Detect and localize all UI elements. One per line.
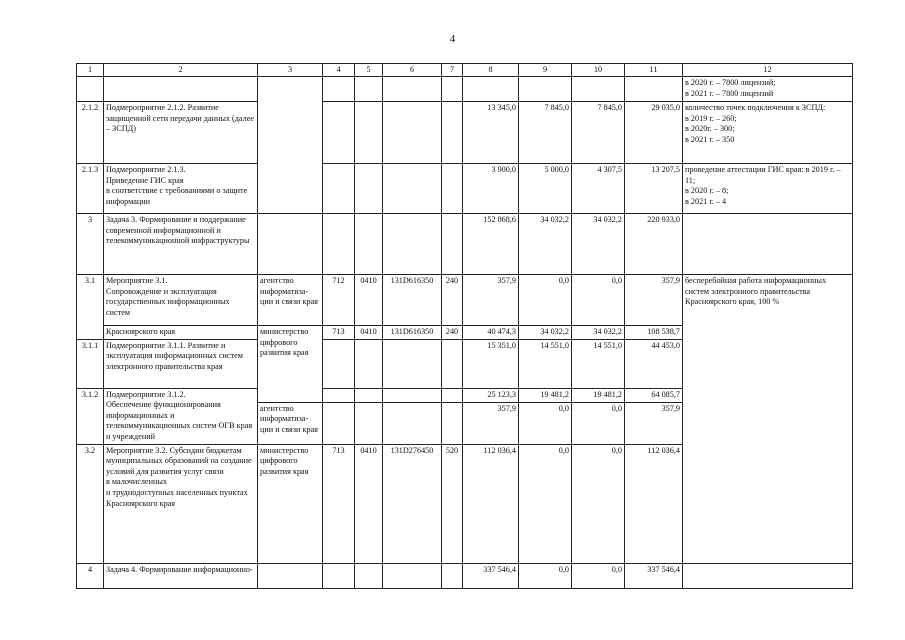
result-cell: бесперебойная работа информационных систем электронного правительства Красноярского края, 100 % (683, 275, 853, 564)
page-number: 4 (449, 33, 456, 45)
column-number-row (77, 64, 853, 77)
amount-2021: 34 032,2 (572, 214, 625, 275)
executor-cell: агентство информатиза-ции и связи края (258, 402, 323, 444)
target-code: 131D616350 (383, 275, 442, 326)
activity-name: Мероприятие 3.2. Субсидии бюджетам муниципальных образований на создание условий для развития услуг связи в малочисленных и труднодоступных населенных пунктах Красноярского края (104, 444, 258, 564)
amount-2019: 337 546,4 (463, 564, 519, 589)
task-name: Задача 4. Формирование информационно- (104, 564, 258, 589)
column-number: 1 (77, 64, 104, 77)
activity-name: Подмероприятие 2.1.2. Развитие защищенной сети передачи данных (далее – ЗСПД) (104, 102, 258, 164)
row-number: 2.1.3 (77, 164, 104, 214)
activity-name: Подмероприятие 2.1.3. Приведение ГИС края в соответствие с требованиями о защите информации (104, 164, 258, 214)
target-code: 131D616350 (383, 326, 442, 340)
amount-2020: 0,0 (519, 564, 572, 589)
table-row (77, 102, 853, 164)
section-code: 0410 (355, 326, 383, 340)
amount-2020: 34 032,2 (519, 326, 572, 340)
result-cell: проведение аттестации ГИС края: в 2019 г. – 11; в 2020 г. – 8; в 2021 г. – 4 (683, 164, 853, 214)
amount-total: 220 933,0 (625, 214, 683, 275)
column-number: 5 (355, 64, 383, 77)
column-number: 8 (463, 64, 519, 77)
result-cell: в 2020 г. – 7800 лицензий; в 2021 г. – 7800 лицензий (683, 77, 853, 102)
amount-2019: 25 123,3 (463, 388, 519, 402)
section-code: 0410 (355, 275, 383, 326)
amount-2019: 357,9 (463, 402, 519, 444)
executor-cell: министерство цифрового развития края (258, 444, 323, 564)
activity-name: Подмероприятие 3.1.1. Развитие и эксплуатация информационных систем электронного правительства края (104, 339, 258, 388)
amount-2019: 112 036,4 (463, 444, 519, 564)
grbs-code: 712 (323, 275, 355, 326)
amount-2019: 15 351,0 (463, 339, 519, 388)
column-number: 12 (683, 64, 853, 77)
grbs-code: 713 (323, 326, 355, 340)
row-number: 3.1.2 (77, 388, 104, 444)
row-number: 3.2 (77, 444, 104, 564)
amount-total: 112 036,4 (625, 444, 683, 564)
program-table (76, 63, 853, 589)
program-table-sheet (76, 63, 852, 589)
table-row (77, 214, 853, 275)
column-number: 3 (258, 64, 323, 77)
amount-2021: 7 845,0 (572, 102, 625, 164)
amount-2021: 0,0 (572, 564, 625, 589)
column-number: 4 (323, 64, 355, 77)
section-code: 0410 (355, 444, 383, 564)
row-number: 2.1.2 (77, 102, 104, 164)
target-code: 131D276450 (383, 444, 442, 564)
amount-total: 337 546,4 (625, 564, 683, 589)
amount-2019: 357,9 (463, 275, 519, 326)
amount-2019: 3 900,0 (463, 164, 519, 214)
executor-cell-empty (258, 77, 323, 214)
column-number: 11 (625, 64, 683, 77)
row-number: 3.1 (77, 275, 104, 340)
row-number: 4 (77, 564, 104, 589)
grbs-code: 713 (323, 444, 355, 564)
amount-2020: 5 000,0 (519, 164, 572, 214)
amount-total: 108 538,7 (625, 326, 683, 340)
expense-type: 520 (442, 444, 463, 564)
column-number: 9 (519, 64, 572, 77)
column-number: 10 (572, 64, 625, 77)
amount-2020: 19 481,2 (519, 388, 572, 402)
amount-2021: 19 481,2 (572, 388, 625, 402)
row-number: 3.1.1 (77, 339, 104, 388)
amount-2021: 0,0 (572, 402, 625, 444)
executor-cell: агентство информатиза-ции и связи края (258, 275, 323, 326)
table-row (77, 164, 853, 214)
row-number: 3 (77, 214, 104, 275)
amount-2021: 4 307,5 (572, 164, 625, 214)
amount-2019: 40 474,3 (463, 326, 519, 340)
amount-2020: 0,0 (519, 275, 572, 326)
activity-name: Подмероприятие 3.1.2. Обеспечение функционирования информационных и телекоммуникационных систем ОГВ края и учреждений (104, 388, 258, 444)
amount-2021: 0,0 (572, 444, 625, 564)
amount-2021: 34 032,2 (572, 326, 625, 340)
activity-name: Мероприятие 3.1. Сопровождение и эксплуатация государственных информационных систем (104, 275, 258, 326)
column-number: 6 (383, 64, 442, 77)
column-number: 7 (442, 64, 463, 77)
amount-2021: 14 551,0 (572, 339, 625, 388)
table-row (77, 564, 853, 589)
amount-2020: 7 845,0 (519, 102, 572, 164)
amount-total: 64 085,7 (625, 388, 683, 402)
expense-type: 240 (442, 326, 463, 340)
table-row (77, 77, 853, 102)
amount-total: 29 035,0 (625, 102, 683, 164)
amount-total: 13 207,5 (625, 164, 683, 214)
amount-2021: 0,0 (572, 275, 625, 326)
task-name: Задача 3. Формирование и поддержание современной информационной и телекоммуникационной инфраструктуры (104, 214, 258, 275)
result-cell: количество точек подключения к ЗСПД: в 2019 г. – 260; в 2020г. – 300; в 2021 г. – 350 (683, 102, 853, 164)
amount-2019: 13 345,0 (463, 102, 519, 164)
column-number: 2 (104, 64, 258, 77)
amount-total: 357,9 (625, 275, 683, 326)
amount-2020: 0,0 (519, 402, 572, 444)
activity-name-cont: Красноярского края (104, 326, 258, 340)
amount-2020: 34 032,2 (519, 214, 572, 275)
executor-cell: министерство цифрового развития края (258, 326, 323, 403)
table-row (77, 275, 853, 326)
amount-total: 44 453,0 (625, 339, 683, 388)
amount-2020: 0,0 (519, 444, 572, 564)
amount-2019: 152 868,6 (463, 214, 519, 275)
expense-type: 240 (442, 275, 463, 326)
amount-2020: 14 551,0 (519, 339, 572, 388)
amount-total: 357,9 (625, 402, 683, 444)
